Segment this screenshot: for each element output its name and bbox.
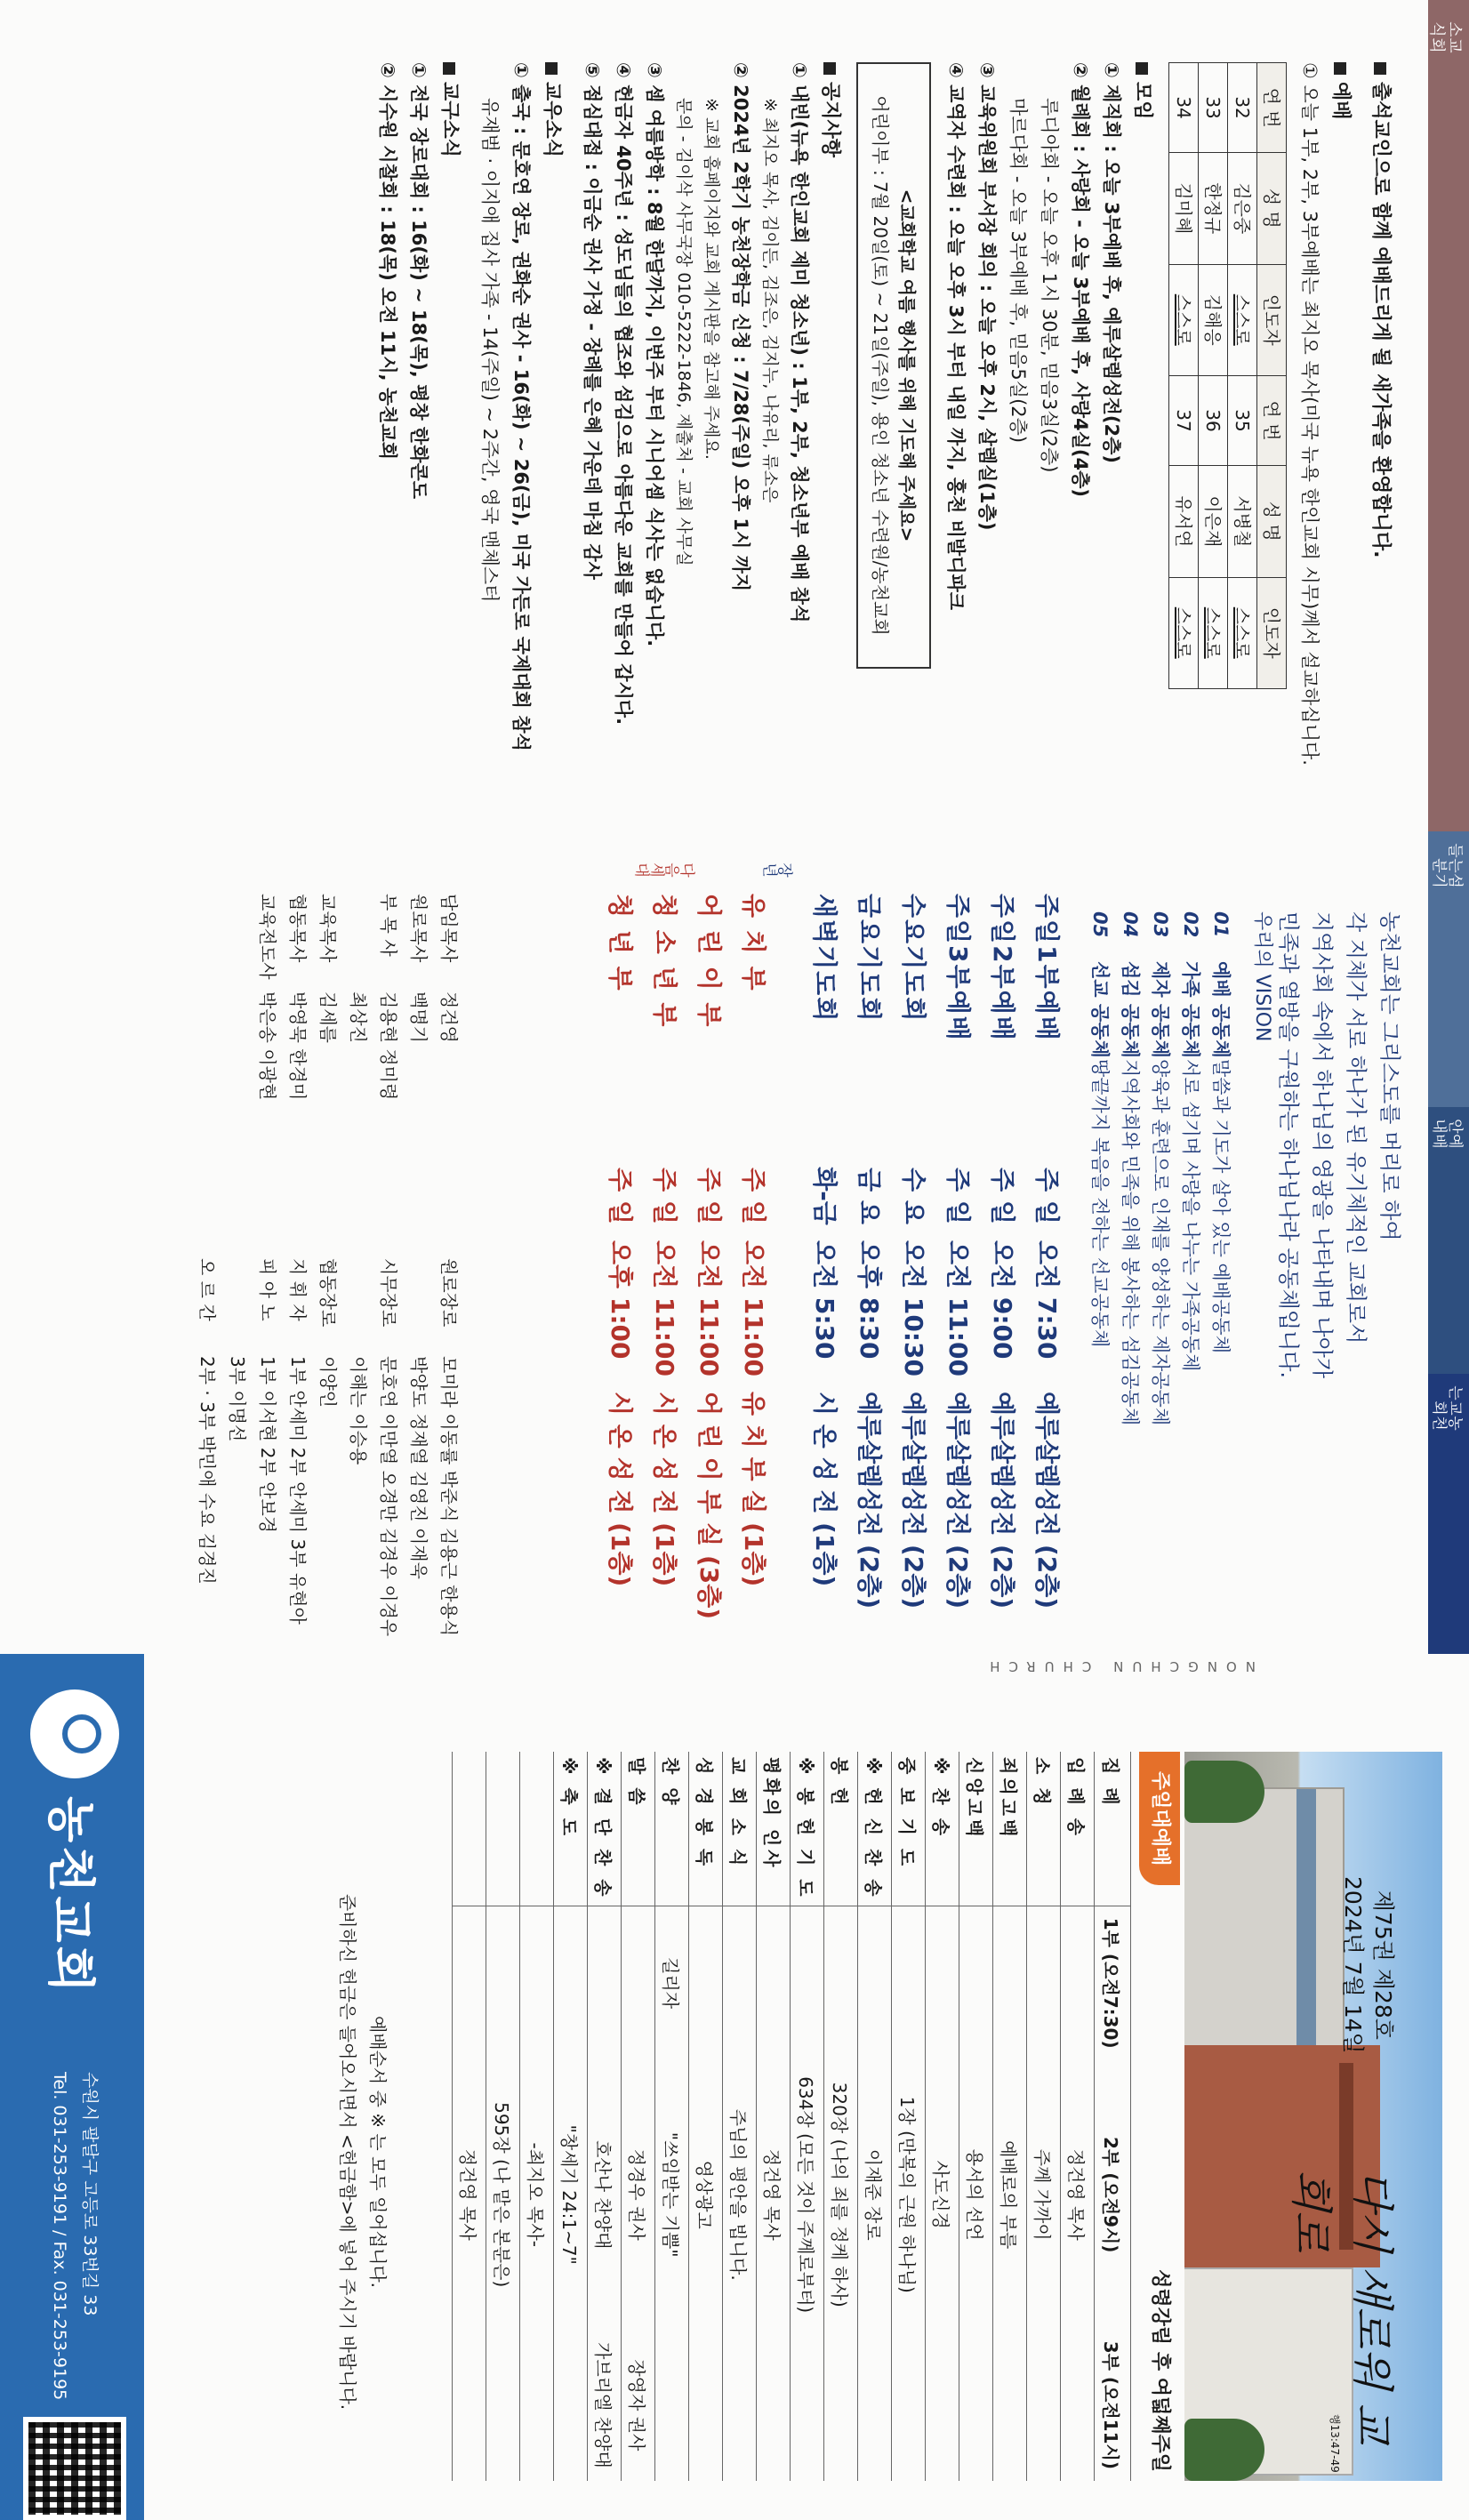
bullet-square-icon — [1374, 62, 1386, 75]
table-header-row: 연 번 성 명 인도자 연 번 성 명 인도자 — [1257, 63, 1287, 689]
worship-notice: ① 오늘 1부, 2부, 3부예배는 최지오 목사(미국 뉴욕 한인교회 시무)께서 설교하십니다. — [1299, 62, 1320, 766]
worship-guide-panel — [0, 831, 1469, 1654]
schedule-row: 청 년 부주 일오후 1:00시 온 성 전 (1층) — [606, 894, 635, 1587]
table-header-row: 집 례 1부 (오전7:30) 2부 (오전9시) 3부 (오전11시) — [1095, 1752, 1131, 2481]
issue-volume: 제75권 제28호 — [1370, 1890, 1396, 2040]
list-item: 담임목사정건영원로장로모미라 이동률 박준식 김용근 한용식 — [438, 894, 460, 1637]
schedule-row: 청 소 년 부주 일오전 11:00시 온 성 전 (1층) — [650, 894, 679, 1587]
list-item: 03제자 공동체양육과 훈련으로 인재를 양성하는 제자공동체 — [1150, 911, 1171, 1426]
meeting-item: 루디아회 - 오늘 오후 1시 30분, 믿음3실(2층) — [1039, 98, 1060, 473]
list-item: 오 르 간2부 · 3부 박민애 수요 김경진 — [197, 1258, 218, 1585]
brand-vertical-text: NONGCHUN CHURCH — [981, 1658, 1256, 1674]
notice-item: ③ 셈 여름방학 : 8월 한달까지, 이번주 부터 시니어셈 식사는 없습니다. — [644, 62, 665, 647]
church-logo-icon — [30, 1689, 119, 1778]
schedule-row: 주일2부예배주 일오전 9:00예루살렘성전 (2층) — [988, 894, 1017, 1609]
notice-section-heading: 공지사항 — [816, 62, 844, 809]
phone-fax: Tel. 031-253-9191 / Fax. 031-253-9195 — [50, 2072, 69, 2401]
schedule-row: 금요기도회금 요오후 8:30예루살렘성전 (2층) — [855, 894, 884, 1609]
list-item: 05선교 공동체땅끝까지 복음을 전하는 선교공동체 — [1089, 911, 1111, 1348]
notice-item: ④ 헌금자 40주년 : 성도님들의 협조와 섬김으로 아름다운 교회를 만들어 갑시다. — [613, 62, 634, 726]
notice-note: ※ 최지오 목사, 김이든, 김조은, 김지누, 나유리, 류소은 — [760, 98, 780, 503]
prayer-request-box — [856, 62, 931, 669]
table-row: 찬 양 길리자 "쓰임받는 기쁨" — [655, 1752, 689, 2481]
list-item: 원로목사백명기박양도 정재열 김영진 이재욱 — [408, 894, 429, 1579]
region-section-heading: 교구소식 — [436, 62, 463, 809]
worship-reminder: 예배순서 중 ※ 는 모두 일어섭니다. 준비하신 헌금은 들어오시면서 <헌금함>에 넣어 주시기 바랍니다. — [337, 1893, 389, 2411]
table-row: ※ 찬 송 사도신경 — [926, 1752, 959, 2481]
news-header-band — [1428, 0, 1469, 831]
adult-category-label: 장년 — [763, 859, 793, 877]
yearly-theme-script: 다시 새로워 교회로 — [1286, 2170, 1397, 2444]
table-row: 교 회 소 식 주님의 평안을 빕니다. — [723, 1752, 757, 2481]
meeting-item: ① 제직회 : 오늘 3부예배 후, 예루살렘성전(2층) — [1101, 62, 1122, 464]
bullet-square-icon — [1334, 62, 1346, 75]
table-row: ※ 헌 신 찬 송 이재준 장로 — [858, 1752, 892, 2481]
new-member-table — [1168, 62, 1287, 689]
table-row: 성 경 봉 독 영상광고 — [689, 1752, 723, 2481]
meeting-item: ④ 교역자 수련회 : 오늘 오후 3시 부터 내일 까지, 홍천 비발디파크 — [945, 62, 967, 611]
schedule-row: 새벽기도회화-금오전 5:30시 온 성 전 (1층) — [810, 894, 839, 1587]
meeting-item: ② 월례회 : 사랑회 - 오늘 3부예배 후, 사랑4실(4층) — [1070, 62, 1091, 497]
vision-band-label: 농천교회는 — [1432, 1382, 1464, 1430]
list-item: 교육전도사박은송 이광현피 아 노1부 이서현 2부 안보경 — [257, 894, 278, 1534]
list-item: 3부 이명선 — [227, 1356, 248, 1442]
prayer-box-title: <교회학교 여름 행사를 위해 기도해 주세요> — [896, 189, 918, 542]
list-item: 교육목사김세름협동장로이양인 — [317, 894, 339, 1408]
next-gen-category-label: 다음세대 — [635, 859, 695, 877]
issue-info — [1337, 1876, 1398, 2054]
vision-title: 우리의 VISION — [1251, 911, 1273, 1042]
table-row: 말 씀 정경우 권사 장영자 권사 — [622, 1752, 655, 2481]
schedule-row: 주일1부예배주 일오전 7:30예루살렘성전 (2층) — [1032, 894, 1062, 1609]
table-row: -최지오 목사- — [520, 1752, 554, 2481]
address: 수원시 팔달구 고등로 33번길 33 — [80, 2072, 100, 2316]
schedule-row: 어 린 이 부주 일오전 11:00어 린 이 부 실 (3층) — [694, 894, 724, 1620]
table-row: 33 한정규 김해응 36 이은재 스스로 — [1199, 63, 1228, 689]
schedule-band — [1428, 1107, 1469, 1374]
table-row: 소 청 주께 가까이 — [1027, 1752, 1061, 2481]
meeting-item: 마르다회 - 오늘 3부예배 후, 믿음5실(2층) — [1007, 98, 1029, 444]
qr-code-icon[interactable] — [23, 2417, 126, 2520]
notice-item: ⑤ 점심대접 : 이금순 권사 가정 - 장례를 은혜 가운데 마침 감사 — [582, 62, 603, 580]
worship-section-heading: 예배 — [1327, 62, 1354, 809]
notice-note: ※ 교회 홈페이지와 교회 게시판을 참고해 주세요. — [702, 98, 721, 460]
schedule-row: 주일3부예배주 일오전 11:00예루살렘성전 (2층) — [943, 894, 973, 1609]
list-item: 02가족 공동체서로 섬기며 사랑을 나누는 가족공동체 — [1180, 911, 1201, 1372]
vision-intro: 농천교회는 그리스도를 머리로 하여 각 지체가 서로 하나가 된 유기체적인 교회로서 지역사회 속에서 하나님의 영광을 나타내며 나아가 민족과 열방을 구원하는 하나님나라 공동체입니다. — [1276, 911, 1402, 1379]
notice-note: 문의 - 김이삭 사무국장 010-5222-1846, 제출처 - 교회 사무실 — [674, 98, 694, 566]
list-item: 04섬김 공동체지역사회와 민족을 위해 봉사하는 섬김공동체 — [1120, 911, 1141, 1426]
list-item: 01예배 공동체말씀과 기도가 살아 있는 예배공동체 — [1210, 911, 1232, 1353]
staff-list — [192, 894, 464, 1637]
table-row: ※ 봉 헌 기 도 634장 (모든 것이 주께로부터) — [791, 1752, 824, 2481]
tree-illustration — [1184, 1761, 1264, 1823]
table-row: 595장 (나 맡은 본분은) — [486, 1752, 520, 2481]
next-gen-schedule — [598, 894, 775, 1620]
church-news-panel — [0, 0, 1469, 831]
tree-illustration — [1184, 2419, 1264, 2481]
table-row: 중 보 기 도 1장 (만복의 근원 하나님) — [892, 1752, 926, 2481]
church-name: 농천교회 — [43, 1796, 99, 1996]
table-row: 신앙고백 용서의 선언 — [959, 1752, 993, 2481]
contact-info — [44, 2072, 105, 2400]
bullet-square-icon — [823, 62, 836, 75]
meeting-item: ③ 교육위원회 부서장 회의 : 오늘 오후 2시, 살렘실(1층) — [976, 62, 998, 531]
table-row: 34 김미혜 스스로 37 유서연 스스로 — [1169, 63, 1199, 689]
member-item: ① 출국 : 문호연 장로, 권화순 권사 - 16(화) ~ 26(금), 미국 가든로 국제대회 참석 — [510, 62, 532, 751]
cover-panel — [0, 1654, 1469, 2520]
schedule-row: 수요기도회수 요오전 10:30예루살렘성전 (2층) — [899, 894, 928, 1609]
schedule-band-label: 예배안내 — [1432, 1115, 1464, 1148]
bullet-square-icon — [1136, 62, 1148, 75]
order-header — [1139, 1752, 1180, 2481]
staff-band-label: 섬기는분들 — [1432, 839, 1464, 887]
table-row: ※ 결 단 찬 송 호산나 찬양대 가브리엘 찬양대 — [588, 1752, 622, 2481]
list-item: 부 목 사김용현 정미령시무장로문호연 이만열 오경만 김경우 이경우 — [378, 894, 399, 1637]
issue-date: 2024년 7월 14일 — [1340, 1876, 1366, 2054]
service-tag: 주일대예배 — [1139, 1752, 1180, 1885]
theme-reference: 행13:47-49 — [1329, 2414, 1341, 2473]
region-item: ② 시수원 시찰회 : 18(목) 오전 11시, 농천교회 — [377, 62, 398, 460]
list-item: 협동목사박영묵 한경미지 휘 자1부 안세미 2부 안세미 3부 유현아 — [287, 894, 309, 1625]
member-item: 유재범 · 이지애 집사 가족 - 14(주일) ~ 2주간, 영국 맨체스터 — [479, 98, 501, 603]
table-row: 32 김은중 스스로 35 서병철 스스로 — [1228, 63, 1257, 689]
table-row: 죄의고백 예배로의 부름 — [993, 1752, 1027, 2481]
table-row: 정건영 목사 — [453, 1752, 486, 2481]
notice-item: ② 2024년 2학기 농천장학금 신청 : 7/28(주일) 오후 1시 까지 — [730, 62, 751, 592]
table-row: 평화의 인사 정건영 목사 — [757, 1752, 791, 2481]
liturgical-week: 성령강림 후 여덟째주일 — [1149, 2269, 1171, 2472]
staff-band — [1428, 831, 1469, 1107]
region-item: ① 전국 장로대회 : 16(화) ~ 18(목), 평창 한화콘도 — [408, 62, 429, 500]
building-illustration — [1184, 1787, 1345, 2049]
welcome-heading: 출석교인으로 함께 예배드리게 될 새가족을 환영합니다. — [1367, 62, 1394, 809]
list-item: 최상진이해는 이승용 — [348, 991, 369, 1465]
church-building-photo — [1184, 1752, 1442, 2481]
order-of-worship-table — [452, 1752, 1131, 2481]
table-row: ※ 축 도 "창세기 24:1~7" — [554, 1752, 588, 2481]
prayer-box-line: 어린이부 : 7월 20일(토) ~ 21일(주일), 용인 청소년 수련원/농천교회 — [870, 95, 891, 636]
news-body — [370, 62, 1407, 809]
vision-list — [1085, 911, 1236, 1587]
table-row: 입 례 송 정건영 목사 — [1061, 1752, 1095, 2481]
notice-item: ① 내빈(뉴욕 한인교회 제미 청소년) : 1부, 2부, 청소년부 예배 참석 — [789, 62, 810, 623]
bullet-square-icon — [545, 62, 558, 75]
meeting-section-heading: 모임 — [1128, 62, 1156, 809]
member-section-heading: 교우소식 — [538, 62, 566, 809]
news-band-label: 교회소식 — [1428, 19, 1464, 53]
schedule-row: 유 치 부주 일오전 11:00유 치 부 실 (1층) — [739, 894, 768, 1587]
table-row: 봉 헌 320장 (나의 죄를 정케 하사) — [824, 1752, 858, 2481]
footer-bar — [0, 1654, 144, 2520]
adult-schedule — [802, 894, 1069, 1609]
vision-band — [1428, 1374, 1469, 1654]
bullet-square-icon — [443, 62, 455, 75]
